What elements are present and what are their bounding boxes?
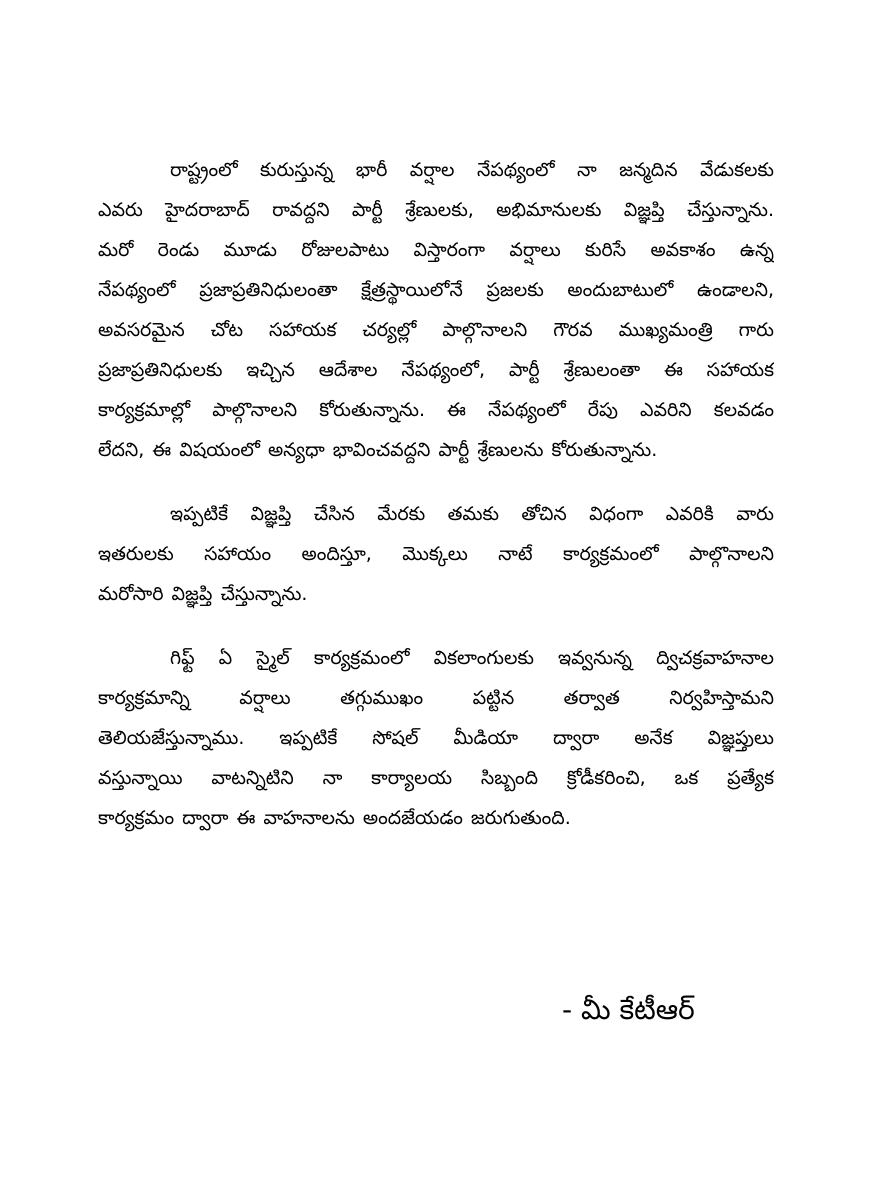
paragraph-line: ఇప్పటికే విజ్ఞప్తి చేసిన మేరకు తమకు తోచిన విధంగా ఎవరికి వారు: [170, 503, 774, 525]
paragraph-line: మరో రెండు మూడు రోజులపాటు విస్తారంగా వర్షాలు కురిసే అవకాశం ఉన్న: [98, 239, 774, 261]
paragraph-1: [98, 150, 774, 470]
letter-body: [98, 150, 774, 838]
paragraph-line: రాష్ట్రంలో కురుస్తున్న భారీ వర్షాల నేపథ్యంలో నా జన్మదిన వేడుకలకు: [170, 159, 774, 181]
paragraph-line: ఎవరు హైదరాబాద్ రావద్దని పార్టీ శ్రేణులకు, అభిమానులకు విజ్ఞప్తి చేస్తున్నాను.: [98, 199, 774, 221]
paragraph-line: కార్యక్రమాల్లో పాల్గొనాలని కోరుతున్నాను. ఈ నేపథ్యంలో రేపు ఎవరిని కలవడం: [98, 399, 774, 421]
paragraph-3: [98, 638, 774, 838]
paragraph-line: మరోసారి విజ్ఞప్తి చేస్తున్నాను.: [98, 583, 308, 605]
paragraph-2: [98, 494, 774, 614]
paragraph-line: కార్యక్రమాన్ని వర్షాలు తగ్గుముఖం పట్టిన తర్వాత నిర్వహిస్తామని: [98, 687, 774, 709]
signature: - మీ కేటీఆర్: [562, 993, 695, 1026]
paragraph-line: వస్తున్నాయి వాటన్నిటిని నా కార్యాలయ సిబ్బంది క్రోడీకరించి, ఒక ప్రత్యేక: [98, 767, 774, 789]
paragraph-line: నేపథ్యంలో ప్రజాప్రతినిధులంతా క్షేత్రస్థాయిలోనే ప్రజలకు అందుబాటులో ఉండాలని,: [98, 279, 774, 301]
paragraph-line: కార్యక్రమం ద్వారా ఈ వాహనాలను అందజేయడం జరుగుతుంది.: [98, 807, 571, 829]
paragraph-line: గిఫ్ట్ ఏ స్మైల్ కార్యక్రమంలో వికలాంగులకు ఇవ్వనున్న ద్విచక్రవాహనాల: [170, 647, 774, 669]
paragraph-line: అవసరమైన చోట సహాయక చర్యల్లో పాల్గొనాలని గౌరవ ముఖ్యమంత్రి గారు: [98, 319, 774, 341]
paragraph-line: లేదని, ఈ విషయంలో అన్యధా భావించవద్దని పార్టీ శ్రేణులను కోరుతున్నాను.: [98, 439, 658, 461]
paragraph-line: ప్రజాప్రతినిధులకు ఇచ్చిన ఆదేశాల నేపథ్యంలో, పార్టీ శ్రేణులంతా ఈ సహాయక: [98, 359, 774, 381]
paragraph-line: తెలియజేస్తున్నాము. ఇప్పటికే సోషల్ మీడియా ద్వారా అనేక విజ్ఞప్తులు: [98, 727, 774, 749]
paragraph-line: ఇతరులకు సహాయం అందిస్తూ, మొక్కలు నాటే కార్యక్రమంలో పాల్గొనాలని: [98, 543, 774, 565]
